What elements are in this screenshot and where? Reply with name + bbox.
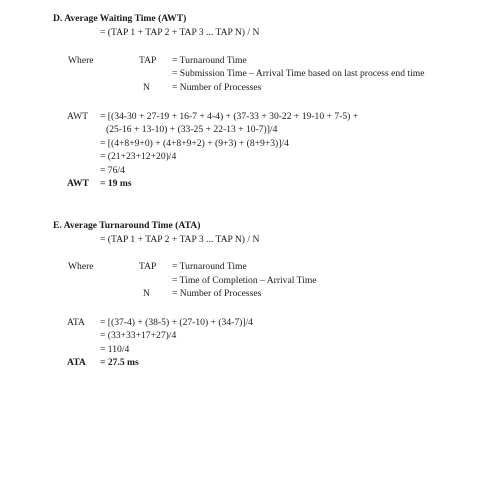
section-d-result: = 19 ms xyxy=(100,178,132,189)
section-e-ata-label: ATA xyxy=(67,317,85,328)
section-e-tap-label: TAP xyxy=(139,261,157,272)
section-d-n-label: N xyxy=(143,82,150,93)
section-e-result-label: ATA xyxy=(67,357,86,368)
section-e-calc-line-3: = 110/4 xyxy=(100,344,130,355)
section-e-calc-line-1: = [(37-4) + (38-5) + (27-10) + (34-7)]/4 xyxy=(100,317,253,328)
section-e-n-label: N xyxy=(143,288,150,299)
section-e-where-label: Where xyxy=(68,261,94,272)
section-d-calc-line-1: = [(34-30 + 27-19 + 16-7 + 4-4) + (37-33 + 30-22 + 19-10 + 7-5) + xyxy=(100,111,359,122)
section-d-tap-label: TAP xyxy=(139,55,157,66)
section-d-calc-line-4: = (21+23+12+20)/4 xyxy=(100,151,177,162)
section-d-where-label: Where xyxy=(68,55,94,66)
section-e-formula: = (TAP 1 + TAP 2 + TAP 3 ... TAP N) / N xyxy=(100,234,260,245)
section-d-calc-line-3: = [(4+8+9+0) + (4+8+9+2) + (9+3) + (8+9+3)]/4 xyxy=(100,138,289,149)
section-e-n-def: = Number of Processes xyxy=(172,288,262,299)
section-d-calc-line-5: = 76/4 xyxy=(100,165,125,176)
section-d-awt-label: AWT xyxy=(67,111,89,122)
section-e-tap-def-1: = Turnaround Time xyxy=(172,261,247,272)
section-e-heading: E. Average Turnaround Time (ATA) xyxy=(53,220,201,231)
section-e-result: = 27.5 ms xyxy=(100,357,139,368)
section-d-result-label: AWT xyxy=(67,178,89,189)
section-e-tap-def-2: = Time of Completion – Arrival Time xyxy=(172,275,317,286)
section-d-tap-def-2: = Submission Time – Arrival Time based on last process end time xyxy=(172,68,425,79)
section-e-calc-line-2: = (33+33+17+27)/4 xyxy=(100,330,177,341)
section-d-formula: = (TAP 1 + TAP 2 + TAP 3 ... TAP N) / N xyxy=(100,27,260,38)
section-d-tap-def-1: = Turnaround Time xyxy=(172,55,247,66)
section-d-calc-line-2: (25-16 + 13-10) + (33-25 + 22-13 + 10-7)]/4 xyxy=(106,124,278,135)
section-d-n-def: = Number of Processes xyxy=(172,82,262,93)
section-d-heading: D. Average Waiting Time (AWT) xyxy=(53,13,187,24)
